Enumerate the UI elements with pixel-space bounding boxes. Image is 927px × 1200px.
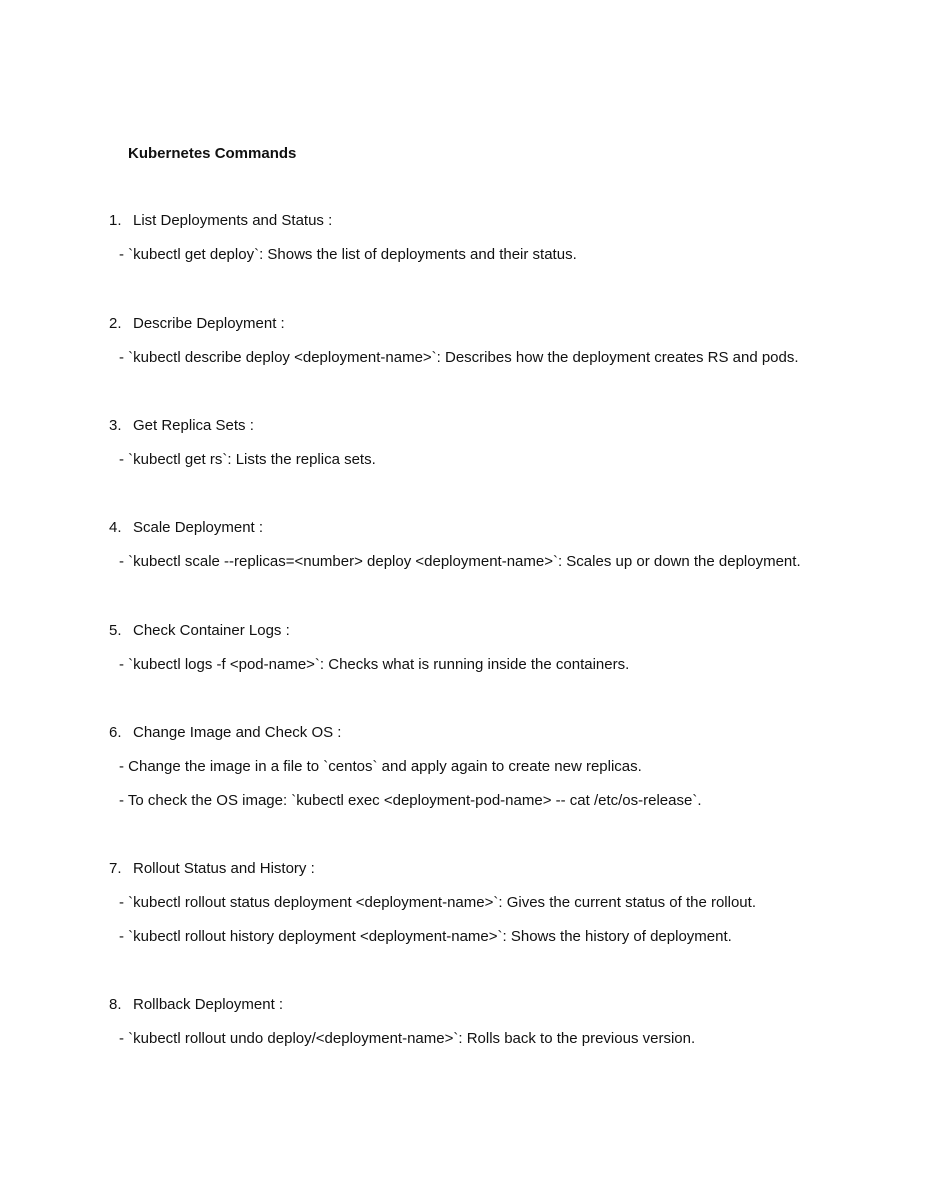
list-item-heading [109,417,254,435]
list-item-title: Scale Deployment : [133,519,264,536]
list-item-number: 5. [109,622,122,639]
list-item-detail: - Change the image in a file to `centos` and apply again to create new replicas. [119,758,642,775]
list-item-title: Rollback Deployment : [133,996,284,1013]
list-item-number: 7. [109,860,122,877]
list-item-title: Check Container Logs : [133,622,290,639]
list-item-detail: - `kubectl get rs`: Lists the replica sets. [119,451,376,468]
list-item-detail: - `kubectl get deploy`: Shows the list of deployments and their status. [119,246,577,263]
list-item-detail: - `kubectl describe deploy <deployment-name>`: Describes how the deployment creates RS and pods. [119,349,799,366]
list-item-heading [109,212,332,230]
list-item-heading [109,860,315,878]
list-item-heading [109,724,341,742]
list-item-detail: - `kubectl scale --replicas=<number> deploy <deployment-name>`: Scales up or down the deployment. [119,553,801,570]
list-item-number: 4. [109,519,122,536]
list-item-heading [109,996,283,1014]
list-item-title: Change Image and Check OS : [133,724,342,741]
list-item-title: Rollout Status and History : [133,860,315,877]
list-item-number: 8. [109,996,122,1013]
list-item-detail: - `kubectl rollout status deployment <deployment-name>`: Gives the current status of the rollout. [119,894,756,911]
list-item-title: List Deployments and Status : [133,212,333,229]
document-title: Kubernetes Commands [128,145,297,162]
list-item-detail: - `kubectl logs -f <pod-name>`: Checks what is running inside the containers. [119,656,630,673]
list-item-number: 2. [109,315,122,332]
list-item-detail: - `kubectl rollout undo deploy/<deployment-name>`: Rolls back to the previous version. [119,1030,696,1047]
list-item-heading [109,622,290,640]
list-item-number: 3. [109,417,122,434]
list-item-detail: - To check the OS image: `kubectl exec <deployment-pod-name> -- cat /etc/os-release`. [119,792,702,809]
list-item-title: Get Replica Sets : [133,417,254,434]
list-item-detail: - `kubectl rollout history deployment <deployment-name>`: Shows the history of deployment. [119,928,732,945]
list-item-number: 1. [109,212,122,229]
list-item-heading [109,315,285,333]
list-item-number: 6. [109,724,122,741]
list-item-title: Describe Deployment : [133,315,285,332]
list-item-heading [109,519,263,537]
